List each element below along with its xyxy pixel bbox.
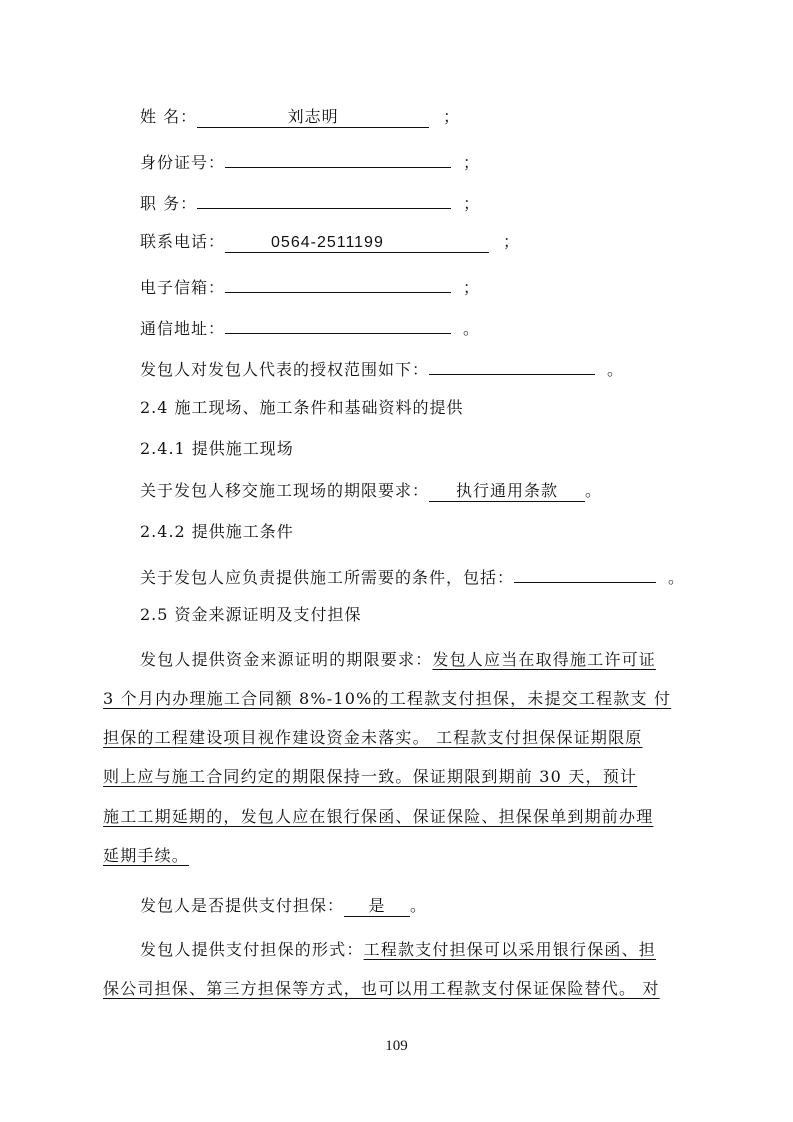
guarantee-end: 。 xyxy=(410,896,428,915)
title-field[interactable] xyxy=(197,189,451,209)
phone-label: 联系电话： xyxy=(140,232,226,251)
fund-paragraph-line-3: 担保的工程建设项目视作建设资金未落实。 工程款支付担保保证期限原 xyxy=(103,728,643,747)
phone-field[interactable] xyxy=(225,233,489,253)
id-label: 身份证号： xyxy=(140,153,226,172)
fund-line-1-tail: 发包人应当在取得施工许可证 xyxy=(432,650,657,669)
phone-row xyxy=(140,231,520,253)
id-number-field[interactable] xyxy=(225,148,451,168)
site-label: 关于发包人移交施工现场的期限要求： xyxy=(140,481,430,500)
name-label: 姓 名： xyxy=(140,107,198,126)
guarantee-row xyxy=(140,895,427,917)
email-label: 电子信箱： xyxy=(140,278,226,297)
conditions-field[interactable] xyxy=(514,563,656,583)
id-row xyxy=(140,148,480,174)
fund-paragraph-line-1 xyxy=(140,649,656,671)
form-line-1-tail: 工程款支付担保可以采用银行保函、担 xyxy=(363,940,657,959)
authority-end: 。 xyxy=(607,360,625,379)
section-2-4-2-heading: 2.4.2 提供施工条件 xyxy=(140,522,294,541)
address-row xyxy=(140,314,480,340)
authority-field[interactable] xyxy=(429,355,595,375)
title-row xyxy=(140,189,480,215)
fund-paragraph-line-2: 3 个月内办理施工合同额 8%-10%的工程款支付担保，未提交工程款支 付 xyxy=(103,689,672,708)
name-end: ； xyxy=(443,107,461,126)
name-field[interactable]: 刘志明 xyxy=(197,108,429,128)
section-2-4-1-heading: 2.4.1 提供施工现场 xyxy=(140,439,294,458)
site-end: 。 xyxy=(585,481,603,500)
form-paragraph-line-1 xyxy=(140,939,656,961)
guarantee-field[interactable]: 是 xyxy=(344,897,410,917)
authority-row xyxy=(140,355,624,381)
conditions-label: 关于发包人应负责提供施工所需要的条件，包括： xyxy=(140,568,515,587)
address-field[interactable] xyxy=(225,314,451,334)
title-end: ； xyxy=(463,194,481,213)
authority-label: 发包人对发包人代表的授权范围如下： xyxy=(140,360,430,379)
conditions-row xyxy=(140,563,685,589)
phone-value: 0564-2511199 xyxy=(271,234,384,251)
site-row xyxy=(140,480,602,502)
title-label: 职 务： xyxy=(140,194,198,213)
fund-paragraph-line-6: 延期手续。 xyxy=(103,846,190,865)
page-number: 109 xyxy=(385,1038,408,1054)
form-lead: 发包人提供支付担保的形式： xyxy=(140,940,364,959)
fund-paragraph-line-4: 则上应与施工合同约定的期限保持一致。保证期限到期前 30 天，预计 xyxy=(103,767,638,786)
address-end: 。 xyxy=(463,319,481,338)
site-field[interactable]: 执行通用条款 xyxy=(429,482,585,502)
guarantee-label: 发包人是否提供支付担保： xyxy=(140,896,345,915)
phone-end: ； xyxy=(503,232,521,251)
form-paragraph-line-2: 保公司担保、第三方担保等方式，也可以用工程款支付保证保险替代。 对 xyxy=(103,979,660,998)
id-end: ； xyxy=(463,153,481,172)
conditions-end: 。 xyxy=(668,568,686,587)
fund-paragraph-line-5: 施工工期延期的，发包人应在银行保函、保证保险、担保保单到期前办理 xyxy=(103,807,654,826)
fund-lead: 发包人提供资金来源证明的期限要求： xyxy=(140,650,433,669)
email-end: ； xyxy=(463,278,481,297)
section-2-4-heading: 2.4 施工现场、施工条件和基础资料的提供 xyxy=(140,398,464,417)
email-field[interactable] xyxy=(225,273,451,293)
section-2-5-heading: 2.5 资金来源证明及支付担保 xyxy=(140,605,362,624)
email-row xyxy=(140,273,480,299)
address-label: 通信地址： xyxy=(140,319,226,338)
name-row xyxy=(140,106,460,128)
